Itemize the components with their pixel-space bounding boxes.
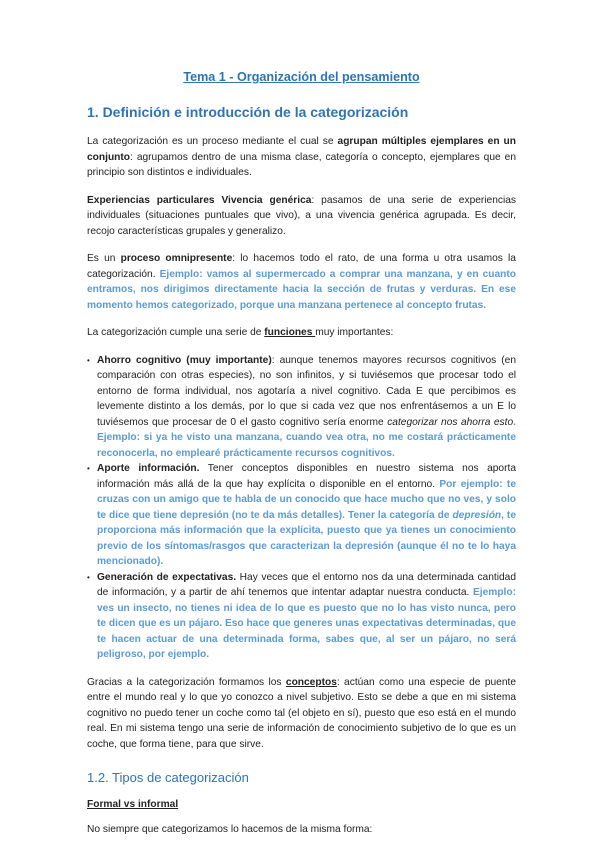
bold-text: Aporte información. — [97, 463, 200, 474]
subheading-formal-informal — [87, 799, 516, 810]
example-text: . Ejemplo: si ya he visto una manzana, cuando vea otra, no me costará prácticamente reconocerla, no emplearé prácticamente recursos cognitivos. — [97, 416, 516, 459]
text: Es un — [87, 253, 121, 264]
bullet-icon: • — [87, 464, 90, 473]
bullet-icon: • — [87, 572, 90, 582]
bold-text: Experiencias particulares Vivencia genérica — [87, 194, 312, 206]
paragraph-tipos: No siempre que categorizamos lo hacemos de la misma forma: — [87, 824, 373, 835]
example-italic-text: depresión — [452, 509, 502, 521]
paragraph-experiencias — [87, 193, 516, 240]
bold-text: Generación de expectativas. — [97, 571, 237, 583]
bold-text: agrupan múltiples ejemplares en un conjunto — [87, 136, 516, 163]
paragraph-funciones — [87, 325, 516, 341]
bold-text: Ahorro cognitivo (muy importante) — [97, 354, 272, 366]
list-item — [87, 353, 516, 462]
underlined-text: funciones — [264, 327, 316, 338]
bold-text: proceso omnipresente — [120, 253, 233, 264]
text: : aunque tenemos mayores recursos cognitivos (en comparación con otras especies), no son infinitos, y si tuviésemos que procesar todo el entorno de forma individual, nos agotaría a nivel cognitivo. Cada E que percibimos es levemente distinto a los demás, por lo que si cada vez que nos enfrentásemos a un E lo tuviésemos que procesar de 0 el gasto cognitivo sería enorme — [97, 354, 516, 428]
text: : agrupamos dentro de una misma clase, categoría o concepto, ejemplares que en principio son distintos e individuales. — [87, 151, 516, 178]
text: : actúan como una especie de puente entre el mundo real y lo que yo conozco a nivel subjetivo. Esto se debe a que en mi sistema cognitivo no puedo tener un coche como tal (el objeto en sí), puesto que eso está en el mundo real. En mi sistema tengo una serie de información de conocimiento subjetivo de lo que es un coche, que forma tiene, para que sirve. — [87, 676, 516, 750]
section-heading-1-2: 1.2. Tipos de categorización — [87, 770, 249, 785]
list-item — [87, 461, 516, 570]
paragraph-conceptos — [87, 675, 516, 753]
example-text: , te proporciona más información que la explícita, puesto que ya tienes un conocimiento previo de los síntomas/rasgos que caracterizan la depresión (aunque él no te lo haya mencionado). — [97, 509, 516, 567]
text: : pasamos de una serie de experiencias individuales (situaciones puntuales que vivo), a una vivencia genérica agrupada. Es decir, recojo características grupales y generalizo. — [87, 194, 516, 237]
paragraph-definition — [87, 134, 516, 181]
italic-text: categorizar nos ahorra esto — [387, 416, 514, 428]
document-title: Tema 1 - Organización del pensamiento — [183, 70, 420, 84]
text: Hay veces que el entorno nos da una determinada cantidad de información, y a partir de ahí tenemos que intentar adaptar nuestra conducta. — [97, 571, 516, 598]
paragraph-omnipresente — [87, 251, 516, 313]
text: Tener conceptos disponibles en nuestro sistema nos aporta información más allá de la que hay explícita o disponible en el entorno. — [97, 463, 516, 490]
functions-list — [87, 353, 516, 663]
section-heading-1: 1. Definición e introducción de la categorización — [87, 104, 409, 120]
list-item — [87, 570, 516, 663]
text: : lo hacemos todo el rato, de una forma u otra usamos la categorización. — [87, 253, 516, 280]
text: muy importantes: — [315, 327, 394, 338]
text: La categorización cumple una serie de — [87, 327, 265, 338]
example-text: Ejemplo: ves un insecto, no tienes ni idea de lo que es puesto que no lo has visto nunca, pero te dicen que es un pájaro. Eso hace que generes unas expectativas determinadas, que te hacen actuar de una determinada forma, sabes que, al ser un pájaro, no será peligroso, por ejemplo. — [97, 587, 516, 660]
example-text: Ejemplo: vamos al supermercado a comprar una manzana, y en cuanto entramos, nos dirigimos directamente hacia la sección de frutas y verduras. En ese momento hemos categorizado, porque una manzana pertenece al concepto frutas. — [87, 268, 516, 311]
text: Gracias a la categorización formamos los — [87, 676, 286, 688]
text: La categorización es un proceso mediante el cual se — [87, 136, 338, 147]
underlined-text: conceptos — [285, 676, 337, 688]
example-text: Por ejemplo: te cruzas con un amigo que te habla de un conocido que hace mucho que no ves, y solo te dice que tiene depresión (no te da más detalles). Tener la categoría de — [97, 478, 516, 521]
bullet-icon: • — [87, 355, 90, 365]
subheading-text: Formal vs informal — [87, 799, 179, 810]
